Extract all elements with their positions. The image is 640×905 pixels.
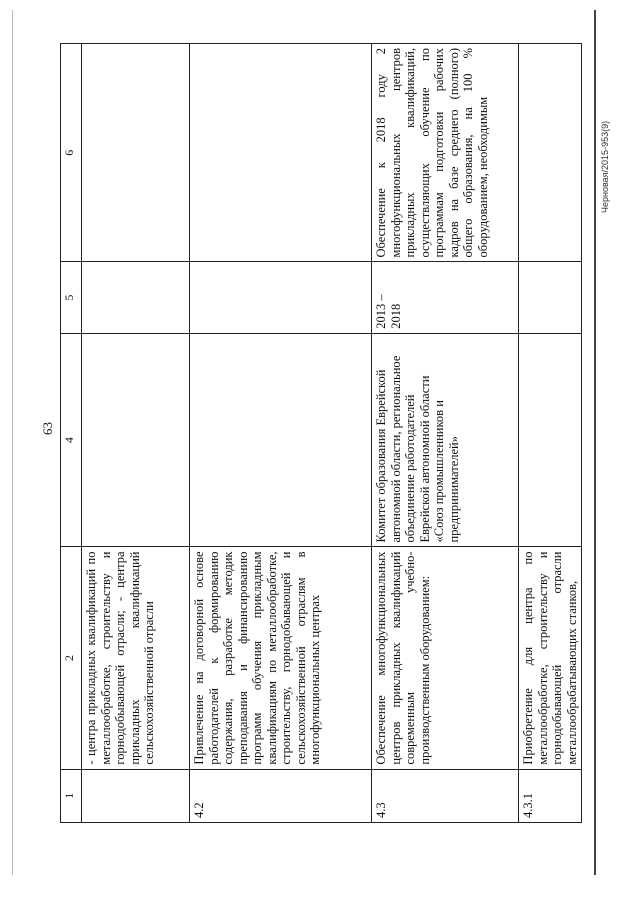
row-number [82, 769, 190, 822]
term: 2013 – 2018 [372, 262, 519, 333]
header-cell-6: 6 [61, 44, 82, 263]
page-number: 63 [40, 422, 55, 435]
term [190, 262, 372, 333]
header-cell-1: 1 [61, 769, 82, 822]
executor [82, 333, 190, 547]
program-table [60, 43, 582, 823]
measure-description: - центра прикладных квалификаций по металлообработке, строительству и горнодобывающей отрасли; - центра прикладных квалификаций сельскохозяйственной отрасли [82, 547, 190, 769]
term [82, 262, 190, 333]
table-row [519, 44, 582, 823]
row-number: 4.3 [372, 769, 519, 822]
header-cell-2: 2 [61, 547, 82, 769]
expected-result: Обеспечение к 2018 году 2 многофункциональных центров прикладных квалификаций, осуществляющих обучение по программам подготовки рабочих кадров на базе среднего (полного) общего образования, на 100 % оборудованием, необходимым [372, 44, 519, 263]
measure-description: Приобретение для центра по металлообработке, строительству и горнодобывающей отрасли металлообрабатывающих станков, [519, 547, 582, 769]
expected-result [82, 44, 190, 263]
scan-edge-line [12, 10, 13, 875]
executor [190, 333, 372, 547]
expected-result [190, 44, 372, 263]
measure-description: Обеспечение многофункциональных центров прикладных квалификаций современным учебно-производственным оборудованием: [372, 547, 519, 769]
row-number: 4.3.1 [519, 769, 582, 822]
header-cell-5: 5 [61, 262, 82, 333]
table-row [190, 44, 372, 823]
footer-document-code: Черновая/2015-953(9) [600, 120, 610, 213]
term [519, 262, 582, 333]
executor: Комитет образования Еврейской автономной области, региональное объединение работодателей Еврейской автономной области «Союз промышленников и предпринимателей» [372, 333, 519, 547]
table-row [372, 44, 519, 823]
expected-result [519, 44, 582, 263]
executor [519, 333, 582, 547]
table-header-row [61, 44, 82, 823]
measure-description: Привлечение на договорной основе работодателей к формированию содержания, разработке методик преподавания и финансированию программ обучения прикладным квалификациям по металлообработке, строительству, горнодобывающей и сельскохозяйственной отраслям в многофункциональных центрах [190, 547, 372, 769]
header-cell-4: 4 [61, 333, 82, 547]
table-row [82, 44, 190, 823]
row-number: 4.2 [190, 769, 372, 822]
footer-rule [594, 10, 596, 875]
